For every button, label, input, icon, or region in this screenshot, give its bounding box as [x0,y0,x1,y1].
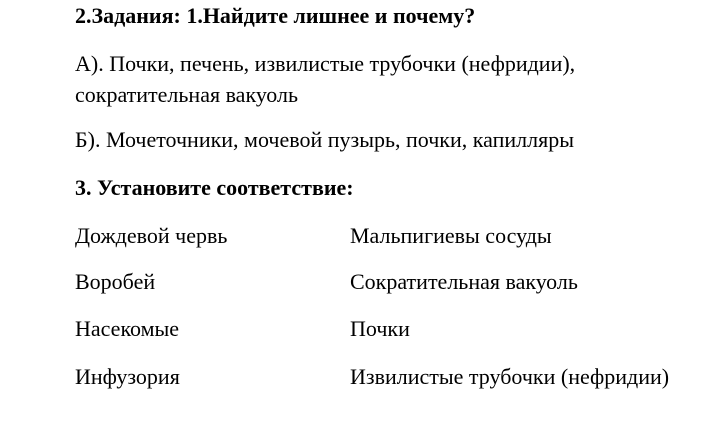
task-3-heading: 3. Установите соответствие: [75,175,354,200]
task-2-option-a-line-1: А). Почки, печень, извилистые трубочки (нефридии), [75,51,576,76]
task-2-heading: 2.Задания: 1.Найдите лишнее и почему? [75,3,476,28]
match-left-item: Инфузория [75,364,180,389]
match-left-item: Воробей [75,269,156,294]
match-right-item: Мальпигиевы сосуды [350,223,552,248]
task-2-option-b: Б). Мочеточники, мочевой пузырь, почки, капилляры [75,127,574,152]
match-right-item: Извилистые трубочки (нефридии) [350,364,670,389]
match-left-item: Насекомые [75,316,180,341]
match-left-item: Дождевой червь [75,223,228,248]
match-right-item: Почки [350,316,410,341]
match-right-item: Сократительная вакуоль [350,269,578,294]
task-2-option-a-line-2: сократительная вакуоль [75,82,298,107]
